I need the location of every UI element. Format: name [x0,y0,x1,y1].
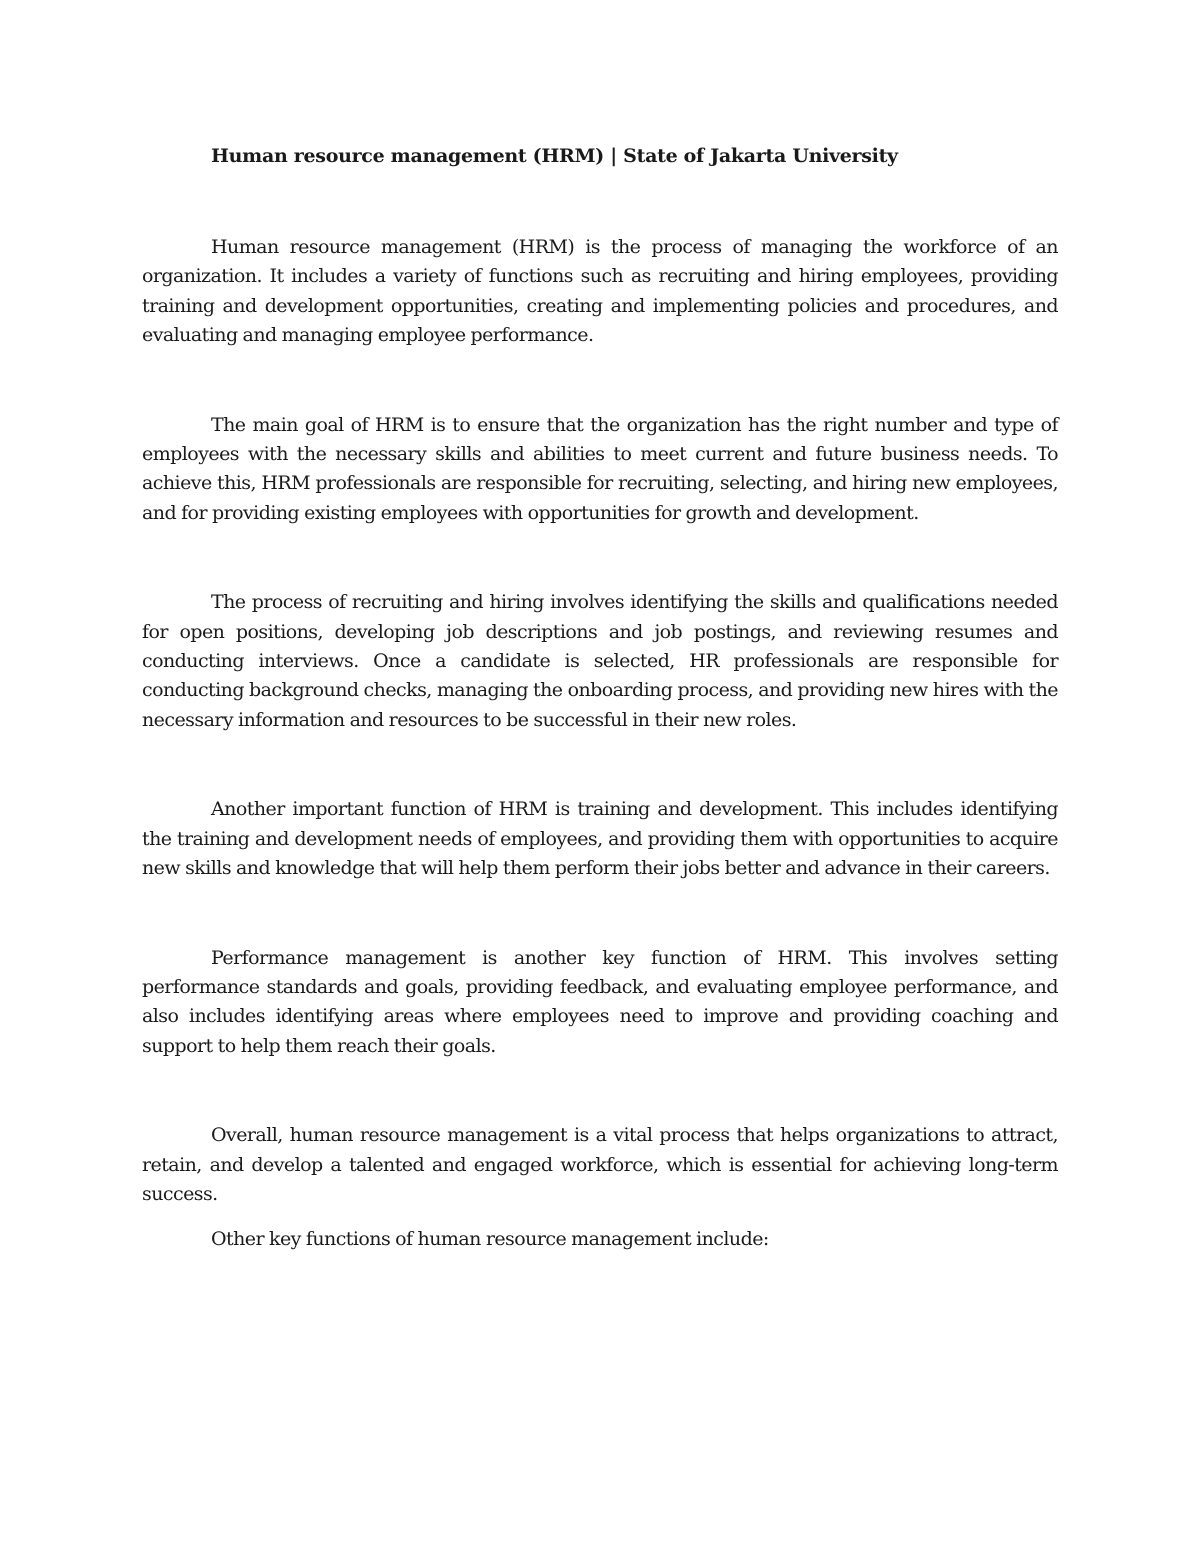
spacer [142,735,1058,795]
spacer [142,1209,1058,1225]
spacer [142,528,1058,588]
document-title: Human resource management (HRM) | State of Jakarta University [211,145,898,167]
spacer [142,884,1058,944]
spacer [142,1061,1058,1121]
paragraph-other-functions: Other key functions of human resource management include: [211,1228,769,1251]
paragraph-overall: Overall, human resource management is a vital process that helps organizations to attract, retain, and develop a talented and engaged workforce, which is essential for achieving long-term success. [142,1124,1058,1205]
paragraph-main-goal: The main goal of HRM is to ensure that the organization has the right number and type of employees with the necessary skills and abilities to meet current and future business needs. To achieve this, HRM professionals are responsible for recruiting, selecting, and hiring new employees, and for providing existing employees with opportunities for growth and development. [142,413,1058,524]
paragraph-hrm-definition: Human resource management (HRM) is the process of managing the workforce of an organization. It includes a variety of functions such as recruiting and hiring employees, providing training and development opportunities, creating and implementing policies and procedures, and evaluating and managing employee performance. [142,236,1058,347]
paragraph-recruiting-hiring: The process of recruiting and hiring involves identifying the skills and qualifications needed for open positions, developing job descriptions and job postings, and reviewing resumes and conducting interviews. Once a candidate is selected, HR professionals are responsible for conducting background checks, managing the onboarding process, and providing new hires with the necessary information and resources to be successful in their new roles. [142,591,1058,731]
paragraph-training-development: Another important function of HRM is training and development. This includes identifying the training and development needs of employees, and providing them with opportunities to acquire new skills and knowledge that will help them perform their jobs better and advance in their careers. [142,798,1058,880]
spacer [142,173,1058,233]
document-body [142,140,1058,1255]
paragraph-performance-management: Performance management is another key function of HRM. This involves setting performance standards and goals, providing feedback, and evaluating employee performance, and also includes identifying areas where employees need to improve and providing coaching and support to help them reach their goals. [142,946,1058,1057]
spacer [142,351,1058,411]
